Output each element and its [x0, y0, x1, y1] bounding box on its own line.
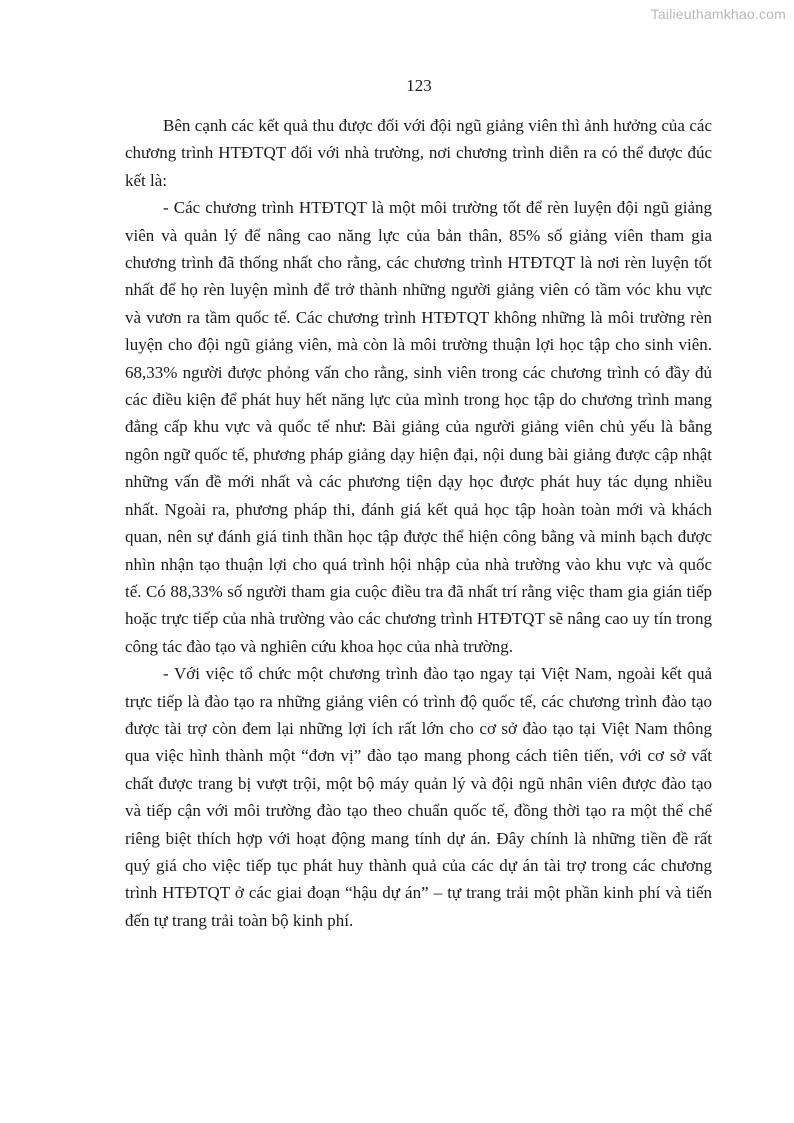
- paragraph-organization: - Với việc tổ chức một chương trình đào tạo ngay tại Việt Nam, ngoài kết quả trực tiếp là đào tạo ra những giảng viên có trình độ quốc tế, các chương trình đào tạo được tài trợ còn đem lại những lợi ích rất lớn cho cơ sở đào tạo tại Việt Nam thông qua việc hình thành một “đơn vị” đào tạo mang phong cách tiên tiến, với cơ sở vất chất được trang bị vượt trội, một bộ máy quản lý và đội ngũ nhân viên được đào tạo và tiếp cận với môi trường đào tạo theo chuẩn quốc tế, đồng thời tạo ra một thể chế riêng biệt thích hợp với hoạt động mang tính dự án. Đây chính là những tiền đề rất quý giá cho việc tiếp tục phát huy thành quả của các dự án tài trợ trong các chương trình HTĐTQT ở các giai đoạn “hậu dự án” – tự trang trải một phần kinh phí và tiến đến tự trang trải toàn bộ kinh phí.: [125, 664, 712, 930]
- page-number: 123: [406, 76, 432, 95]
- watermark: Tailieuthamkhao.com: [650, 6, 786, 22]
- paragraph-environment: - Các chương trình HTĐTQT là một môi trường tốt để rèn luyện đội ngũ giảng viên và quản lý để nâng cao năng lực của bản thân, 85% số giảng viên tham gia chương trình đã thống nhất cho rằng, các chương trình HTĐTQT là nơi rèn luyện tốt nhất để họ rèn luyện mình để trở thành những người giảng viên có tầm vóc khu vực và vươn ra tầm quốc tế. Các chương trình HTĐTQT không những là môi trường rèn luyện cho đội ngũ giảng viên, mà còn là môi trường thuận lợi học tập cho sinh viên. 68,33% người được phỏng vấn cho rằng, sinh viên trong các chương trình có đầy đủ các điều kiện để phát huy hết năng lực của mình trong học tập do chương trình mang đẳng cấp khu vực và quốc tế như: Bài giảng của người giảng viên chủ yếu là bằng ngôn ngữ quốc tế, phương pháp giảng dạy hiện đại, nội dung bài giảng được cập nhật những vấn đề mới nhất và các phương tiện dạy học được phát huy tác dụng nhiều nhất. Ngoài ra, phương pháp thi, đánh giá kết quả học tập hoàn toàn mới và khách quan, nên sự đánh giá tinh thần học tập được thể hiện công bằng và minh bạch được nhìn nhận tạo thuận lợi cho quá trình hội nhập của nhà trường vào khu vực và quốc tế. Có 88,33% số người tham gia cuộc điều tra đã nhất trí rằng việc tham gia gián tiếp hoặc trực tiếp của nhà trường vào các chương trình HTĐTQT sẽ nâng cao uy tín trong công tác đào tạo và nghiên cứu khoa học của nhà trường.: [125, 198, 712, 656]
- document-body: [125, 112, 712, 934]
- paragraph-intro: Bên cạnh các kết quả thu được đối với đội ngũ giảng viên thì ảnh hưởng của các chương trình HTĐTQT đối với nhà trường, nơi chương trình diễn ra có thể được đúc kết là:: [125, 116, 712, 190]
